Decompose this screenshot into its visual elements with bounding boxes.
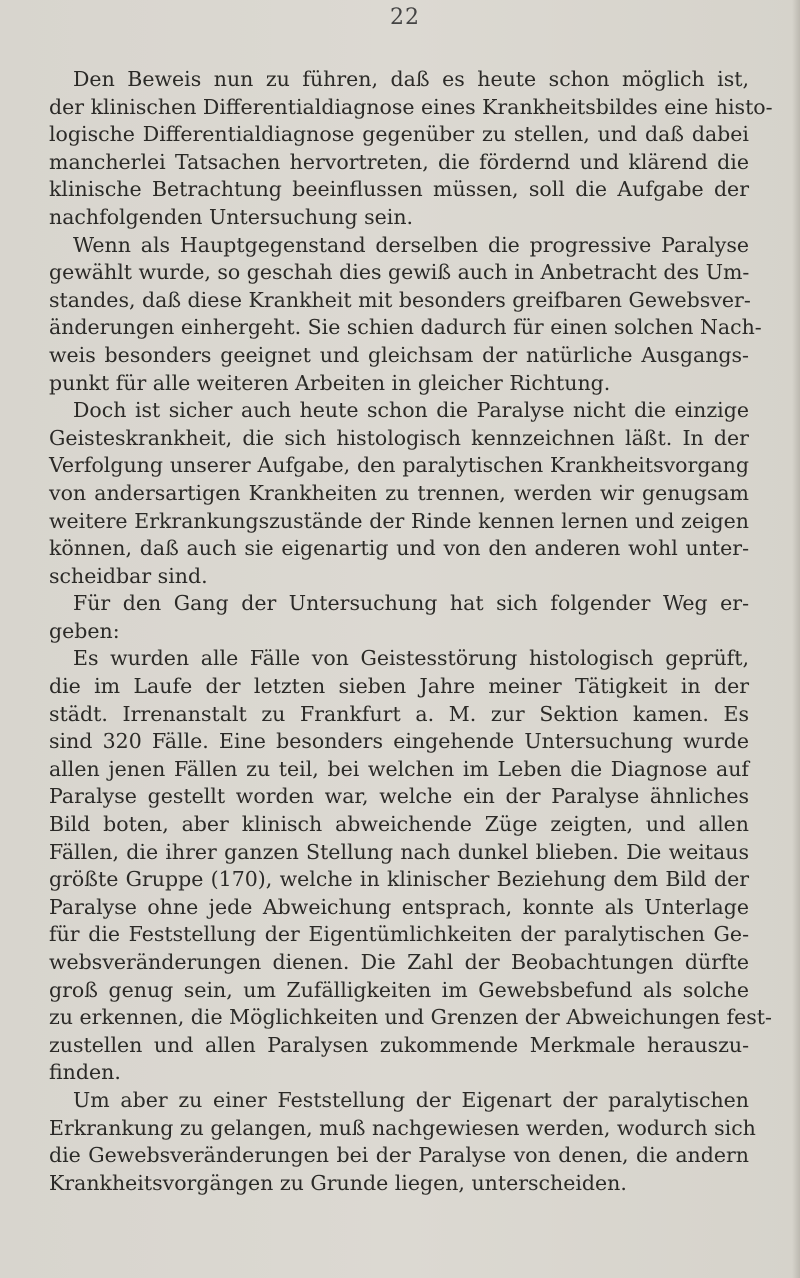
- text-line: scheidbar sind.: [49, 563, 208, 588]
- text-line: Um aber zu einer Feststellung der Eigenart der paralytischen: [73, 1087, 749, 1112]
- text-line: Doch ist sicher auch heute schon die Paralyse nicht die einzige: [73, 398, 749, 423]
- text-line: von andersartigen Krankheiten zu trennen, werden wir genugsam: [49, 480, 749, 505]
- text-line: änderungen einhergeht. Sie schien dadurch für einen solchen Nach-: [49, 315, 762, 340]
- paragraph: [49, 590, 749, 645]
- text-line: klinische Betrachtung beeinflussen müssen, soll die Aufgabe der: [49, 177, 749, 202]
- text-line: geben:: [49, 618, 120, 643]
- page-edge-shadow: [792, 0, 800, 1278]
- text-line: finden.: [49, 1060, 121, 1085]
- paragraph: [49, 397, 749, 590]
- text-line: Für den Gang der Untersuchung hat sich folgender Weg er-: [73, 591, 749, 616]
- text-line: Erkrankung zu gelangen, muß nachgewiesen werden, wodurch sich: [49, 1115, 756, 1140]
- text-line: groß genug sein, um Zufälligkeiten im Gewebsbefund als solche: [49, 977, 749, 1002]
- text-line: Krankheitsvorgängen zu Grunde liegen, unterscheiden.: [49, 1170, 627, 1195]
- text-line: Paralyse gestellt worden war, welche ein der Paralyse ähnliches: [49, 784, 749, 809]
- body-text: [49, 66, 773, 1197]
- paragraph: [49, 1087, 756, 1197]
- paragraph: [49, 645, 772, 1087]
- text-line: sind 320 Fälle. Eine besonders eingehende Untersuchung wurde: [49, 729, 749, 754]
- text-line: der klinischen Differentialdiagnose eines Krankheitsbildes eine histo-: [49, 94, 773, 119]
- text-line: die im Laufe der letzten sieben Jahre meiner Tätigkeit in der: [49, 674, 749, 699]
- text-line: für die Feststellung der Eigentümlichkeiten der paralytischen Ge-: [49, 922, 749, 947]
- paragraph: [49, 232, 762, 398]
- text-line: Wenn als Hauptgegenstand derselben die progressive Paralyse: [73, 232, 749, 257]
- text-line: allen jenen Fällen zu teil, bei welchen im Leben die Diagnose auf: [49, 756, 749, 781]
- text-line: websveränderungen dienen. Die Zahl der Beobachtungen dürfte: [49, 950, 749, 974]
- text-line: weitere Erkrankungszustände der Rinde kennen lernen und zeigen: [49, 508, 749, 533]
- text-line: größte Gruppe (170), welche in klinischer Beziehung dem Bild der: [49, 867, 749, 892]
- page-number: 22: [390, 5, 420, 30]
- text-line: können, daß auch sie eigenartig und von den anderen wohl unter-: [49, 536, 749, 561]
- text-line: gewählt wurde, so geschah dies gewiß auch in Anbetracht des Um-: [49, 260, 750, 285]
- text-line: Bild boten, aber klinisch abweichende Züge zeigten, und allen: [49, 812, 749, 837]
- text-line: logische Differentialdiagnose gegenüber zu stellen, und daß dabei: [49, 122, 749, 147]
- text-line: standes, daß diese Krankheit mit besonders greifbaren Gewebsver-: [49, 287, 751, 312]
- paragraph: [49, 66, 773, 232]
- text-line: Geisteskrankheit, die sich histologisch kennzeichnen läßt. In der: [49, 425, 749, 450]
- text-line: die Gewebsveränderungen bei der Paralyse von denen, die andern: [49, 1143, 749, 1168]
- text-line: zu erkennen, die Möglichkeiten und Grenzen der Abweichungen fest-: [49, 1005, 772, 1030]
- text-line: mancherlei Tatsachen hervortreten, die fördernd und klärend die: [49, 149, 749, 174]
- text-line: Es wurden alle Fälle von Geistesstörung histologisch geprüft,: [73, 646, 749, 671]
- text-line: nachfolgenden Untersuchung sein.: [49, 204, 414, 229]
- text-line: städt. Irrenanstalt zu Frankfurt a. M. zur Sektion kamen. Es: [49, 701, 749, 726]
- text-line: Verfolgung unserer Aufgabe, den paralytischen Krankheitsvorgang: [49, 453, 749, 478]
- text-line: Paralyse ohne jede Abweichung entsprach, konnte als Unterlage: [49, 894, 749, 919]
- text-line: zustellen und allen Paralysen zukommende Merkmale herauszu-: [49, 1032, 749, 1057]
- text-line: punkt für alle weiteren Arbeiten in gleicher Richtung.: [49, 370, 611, 395]
- text-line: weis besonders geeignet und gleichsam der natürliche Ausgangs-: [49, 342, 749, 367]
- text-line: Fällen, die ihrer ganzen Stellung nach dunkel blieben. Die weitaus: [49, 839, 749, 864]
- text-line: Den Beweis nun zu führen, daß es heute schon möglich ist,: [73, 67, 749, 91]
